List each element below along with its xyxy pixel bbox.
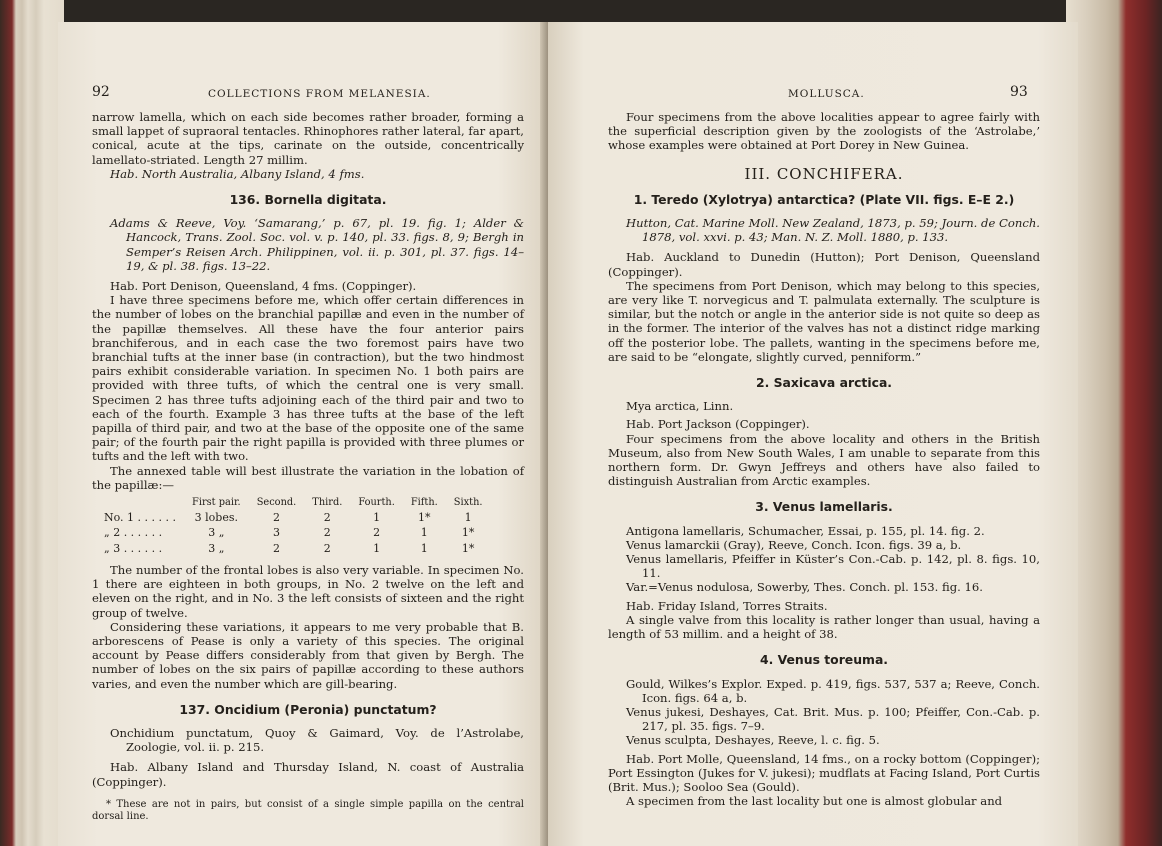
paragraph: narrow lamella, which on each side becomes rather broader, forming a small lappet of supraoral tentacles. Rhinophores rather lateral, far apart, conical, acute at the tips, carinate on the outside, concentrically lamellato-striated. Length 27 millim. <box>92 110 524 167</box>
table-row: „ 3 . . . . . . 3 „ 2 2 1 1 1* <box>104 541 475 555</box>
table-row: No. 1 . . . . . . 3 lobes. 2 2 1 1* 1 <box>104 511 472 525</box>
section-heading: 137. Oncidium (Peronia) punctatum? <box>179 701 437 717</box>
page-number: 92 <box>92 84 110 100</box>
reference: Venus sculpta, Deshayes, Reeve, l. c. fig. 5. <box>626 733 880 748</box>
reference: Venus lamellaris, Pfeiffer in Küster’s Con.-Cab. p. 142, pl. 8. figs. 10, 11. <box>626 552 1040 581</box>
paragraph: The annexed table will best illustrate the variation in the lobation of the papillæ:— <box>92 463 524 492</box>
habitat: Hab. Port Molle, Queensland, 14 fms., on a rocky bottom (Coppinger); Port Essington (Jukes for V. jukesi); mudflats at Facing Island, Port Curtis (Brit. Mus.); Sooloo Sea (Gould). <box>608 751 1040 794</box>
page-number: 93 <box>1010 84 1028 100</box>
paragraph: Considering these variations, it appears to me very probable that B. arborescens of Pease is only a variety of this species. The original account by Pease differs considerably from that given by Bergh. The number of lobes on the six pairs of papillæ according to these authors varies, and even the number which are gill-bearing. <box>92 619 524 691</box>
reference: Hutton, Cat. Marine Moll. New Zealand, 1873, p. 59; Journ. de Conch. 1878, vol. xxvi. p. 43; Man. N. Z. Moll. 1880, p. 133. <box>626 216 1040 245</box>
paragraph: The specimens from Port Denison, which may belong to this species, are very like T. norvegicus and T. palmulata externally. The sculpture is similar, but the notch or angle in the anterior side is not quite so deep as in the former. The interior of the valves has not a distinct ridge marking off the posterior lobe. The pallets, wanting in the specimens before me, are said to be “elongate, slightly curved, penniform.” <box>608 278 1040 364</box>
book-edge-left <box>0 0 64 846</box>
paragraph: A specimen from the last locality but one is almost globular and <box>626 794 1003 809</box>
part-heading: III. CONCHIFERA. <box>744 164 904 183</box>
paragraph: Four specimens from the above localities appear to agree fairly with the superficial description given by the zoologists of the ‘Astrolabe,’ whose examples were obtained at Port Dorey in New Guinea. <box>608 110 1040 153</box>
habitat: Hab. Friday Island, Torres Straits. <box>626 598 828 613</box>
paragraph: A single valve from this locality is rather longer than usual, having a length of 53 millim. and a height of 38. <box>608 612 1040 642</box>
section-heading: 1. Teredo (Xylotrya) antarctica? (Plate VII. figs. E–E 2.) <box>633 191 1015 207</box>
reference: Venus lamarckii (Gray), Reeve, Conch. Icon. figs. 39 a, b. <box>626 537 962 552</box>
habitat: Hab. Port Jackson (Coppinger). <box>626 417 810 432</box>
paragraph: Four specimens from the above locality and others in the British Museum, also from New South Wales, I am unable to separate from this northern form. Dr. Gwyn Jeffreys and others have also failed to distinguish Australian from Arctic examples. <box>608 431 1040 489</box>
reference: Adams & Reeve, Voy. ‘Samarang,’ p. 67, pl. 19. fig. 1; Alder & Hancock, Trans. Zool. Soc. vol. v. p. 140, pl. 33. figs. 8, 9; Bergh in Semper’s Reisen Arch. Philippinen, vol. ii. p. 301, pl. 37. figs. 14–19, & pl. 38. figs. 13–22. <box>110 216 524 273</box>
habitat: Hab. North Australia, Albany Island, 4 fms. <box>110 166 365 181</box>
footnote: * These are not in pairs, but consist of a single simple papilla on the central dorsal line. <box>92 798 524 822</box>
section-heading: 4. Venus toreuma. <box>759 652 889 668</box>
section-heading: 2. Saxicava arctica. <box>755 375 893 391</box>
table-header-row: First pair. Second. Third. Fourth. Fifth. Sixth. <box>192 497 483 509</box>
section-heading: 3. Venus lamellaris. <box>755 499 893 515</box>
left-page-text <box>92 110 524 823</box>
reference: Mya arctica, Linn. <box>626 399 734 414</box>
section-heading: 136. Bornella digitata. <box>229 192 387 208</box>
papillae-table <box>104 496 491 557</box>
habitat: Hab. Port Denison, Queensland, 4 fms. (Coppinger). <box>110 279 417 294</box>
reference: Onchidium punctatum, Quoy & Gaimard, Voy. de l’Astrolabe, Zoologie, vol. ii. p. 215. <box>110 725 524 755</box>
right-page <box>548 22 1078 846</box>
reference: Gould, Wilkes’s Explor. Exped. p. 419, figs. 537, 537 a; Reeve, Conch. Icon. figs. 64 a, b. <box>626 676 1040 705</box>
reference: Var.=Venus nodulosa, Sowerby, Thes. Conch. pl. 153. fig. 16. <box>626 580 983 595</box>
left-page <box>58 22 546 846</box>
paragraph: The number of the frontal lobes is also very variable. In specimen No. 1 there are eighteen in both groups, in No. 2 twelve on the left and eleven on the right, and in No. 3 the left consists of sixteen and the right group of twelve. <box>92 562 524 620</box>
table-row: „ 2 . . . . . . 3 „ 3 2 2 1 1* <box>104 526 475 540</box>
right-page-text <box>608 110 1040 808</box>
habitat: Hab. Auckland to Dunedin (Hutton); Port Denison, Queensland (Coppinger). <box>608 250 1040 279</box>
habitat: Hab. Albany Island and Thursday Island, N. coast of Australia (Coppinger). <box>92 760 524 789</box>
reference: Antigona lamellaris, Schumacher, Essai, p. 155, pl. 14. fig. 2. <box>626 523 985 538</box>
reference: Venus jukesi, Deshayes, Cat. Brit. Mus. p. 100; Pfeiffer, Con.-Cab. p. 217, pl. 35. figs. 7–9. <box>626 704 1040 734</box>
book-edge-right <box>1066 0 1162 846</box>
running-head: COLLECTIONS FROM MELANESIA. <box>208 88 431 100</box>
running-head: MOLLUSCA. <box>788 88 865 100</box>
paragraph: I have three specimens before me, which offer certain differences in the number of lobes on the branchial papillæ and even in the number of the papillæ themselves. All these have the four anterior pairs branchiferous, and in each case the two foremost pairs have two branchial tufts at the inner base (in contraction), but the two hindmost pairs exhibit considerable variation. In specimen No. 1 both pairs are provided with three tufts, of which the central one is very small. Specimen 2 has three tufts adjoining each of the third pair and two to each of the fourth. Example 3 has three tufts at the base of the left papilla of third pair, and two at the base of the opposite one of the same pair; of the fourth pair the right papilla is provided with three plumes or tufts and the left with two. <box>92 293 524 464</box>
